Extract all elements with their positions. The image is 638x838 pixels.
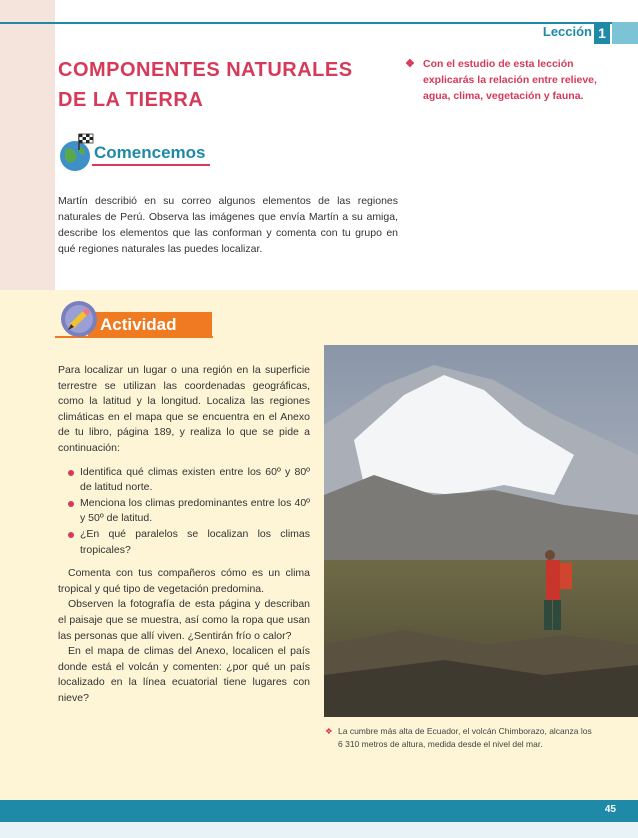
list-item [68,527,310,558]
activity-paragraph-2: Observen la fotografía de esta página y describan el paisaje que se muestra, así como la ropa que usan las personas que allí viven. ¿Sentirán frío o calor? [58,598,310,642]
page-title-line-2: DE LA TIERRA [58,89,204,111]
activity-bullet-2: Menciona los climas predominantes entre los 40º y 50º de latitud. [80,496,310,525]
comencemos-text: Martín describió en su correo algunos elementos de las regiones naturales de Perú. Observa las imágenes que envía Martín a su amiga, describe los elementos que las conforman y comenta con tu grupo en qué regiones naturales las puedes localizar. [58,195,398,255]
diamond-bullet-icon: ❖ [405,58,415,70]
diamond-bullet-icon: ❖ [325,726,333,736]
activity-bullet-1: Identifica qué climas existen entre los 60º y 80º de latitud norte. [80,465,310,494]
photo-caption-text: La cumbre más alta de Ecuador, el volcán Chimborazo, alcanza los 6 310 metros de altura, medida desde el nivel del mar. [338,726,592,749]
activity-bullet-list [58,465,310,559]
activity-text-column [58,363,310,706]
chimborazo-photo [324,345,638,717]
activity-paragraph-3: En el mapa de climas del Anexo, localicen el país donde está el volcán y comenten: ¿por qué un país localizado en la línea ecuatorial tiene lugares con nieve? [58,645,310,704]
activity-paragraph-1: Comenta con tus compañeros cómo es un clima tropical y qué tipo de vegetación predomina. [58,567,310,595]
lesson-objective-text: Con el estudio de esta lección explicarás la relación entre relieve, agua, clima, vegetación y fauna. [423,58,597,102]
section-title-actividad: Actividad [100,315,177,334]
footer-bottom-strip [0,822,638,838]
list-item [68,465,310,496]
activity-intro: Para localizar un lugar o una región en la superficie terrestre se utilizan las coordenadas geográficas, como la latitud y la longitud. Localiza las regiones climáticas en el mapa que se encuentra en el Anexo de tu libro, página 189, y realiza lo que se pide a continuación: [58,364,310,454]
lesson-objective [405,56,605,104]
bullet-dot-icon [68,470,74,476]
lesson-tab-tail [612,22,638,44]
page-title [58,55,388,115]
bullet-dot-icon [68,501,74,507]
photo-caption [325,725,595,751]
bullet-dot-icon [68,532,74,538]
comencemos-underline [92,164,210,166]
globe-flag-icon [55,130,99,174]
page-number: 45 [604,804,616,815]
list-item [68,496,310,527]
section-title-comencemos: Comencemos [94,143,206,162]
lesson-label: Lección [542,24,592,39]
pencil-icon [58,298,100,340]
footer-bar [0,800,638,822]
page-title-line-1: COMPONENTES NATURALES [58,59,353,81]
activity-bullet-3: ¿En qué paralelos se localizan los climas tropicales? [80,527,310,556]
lesson-number: 1 [594,22,610,44]
